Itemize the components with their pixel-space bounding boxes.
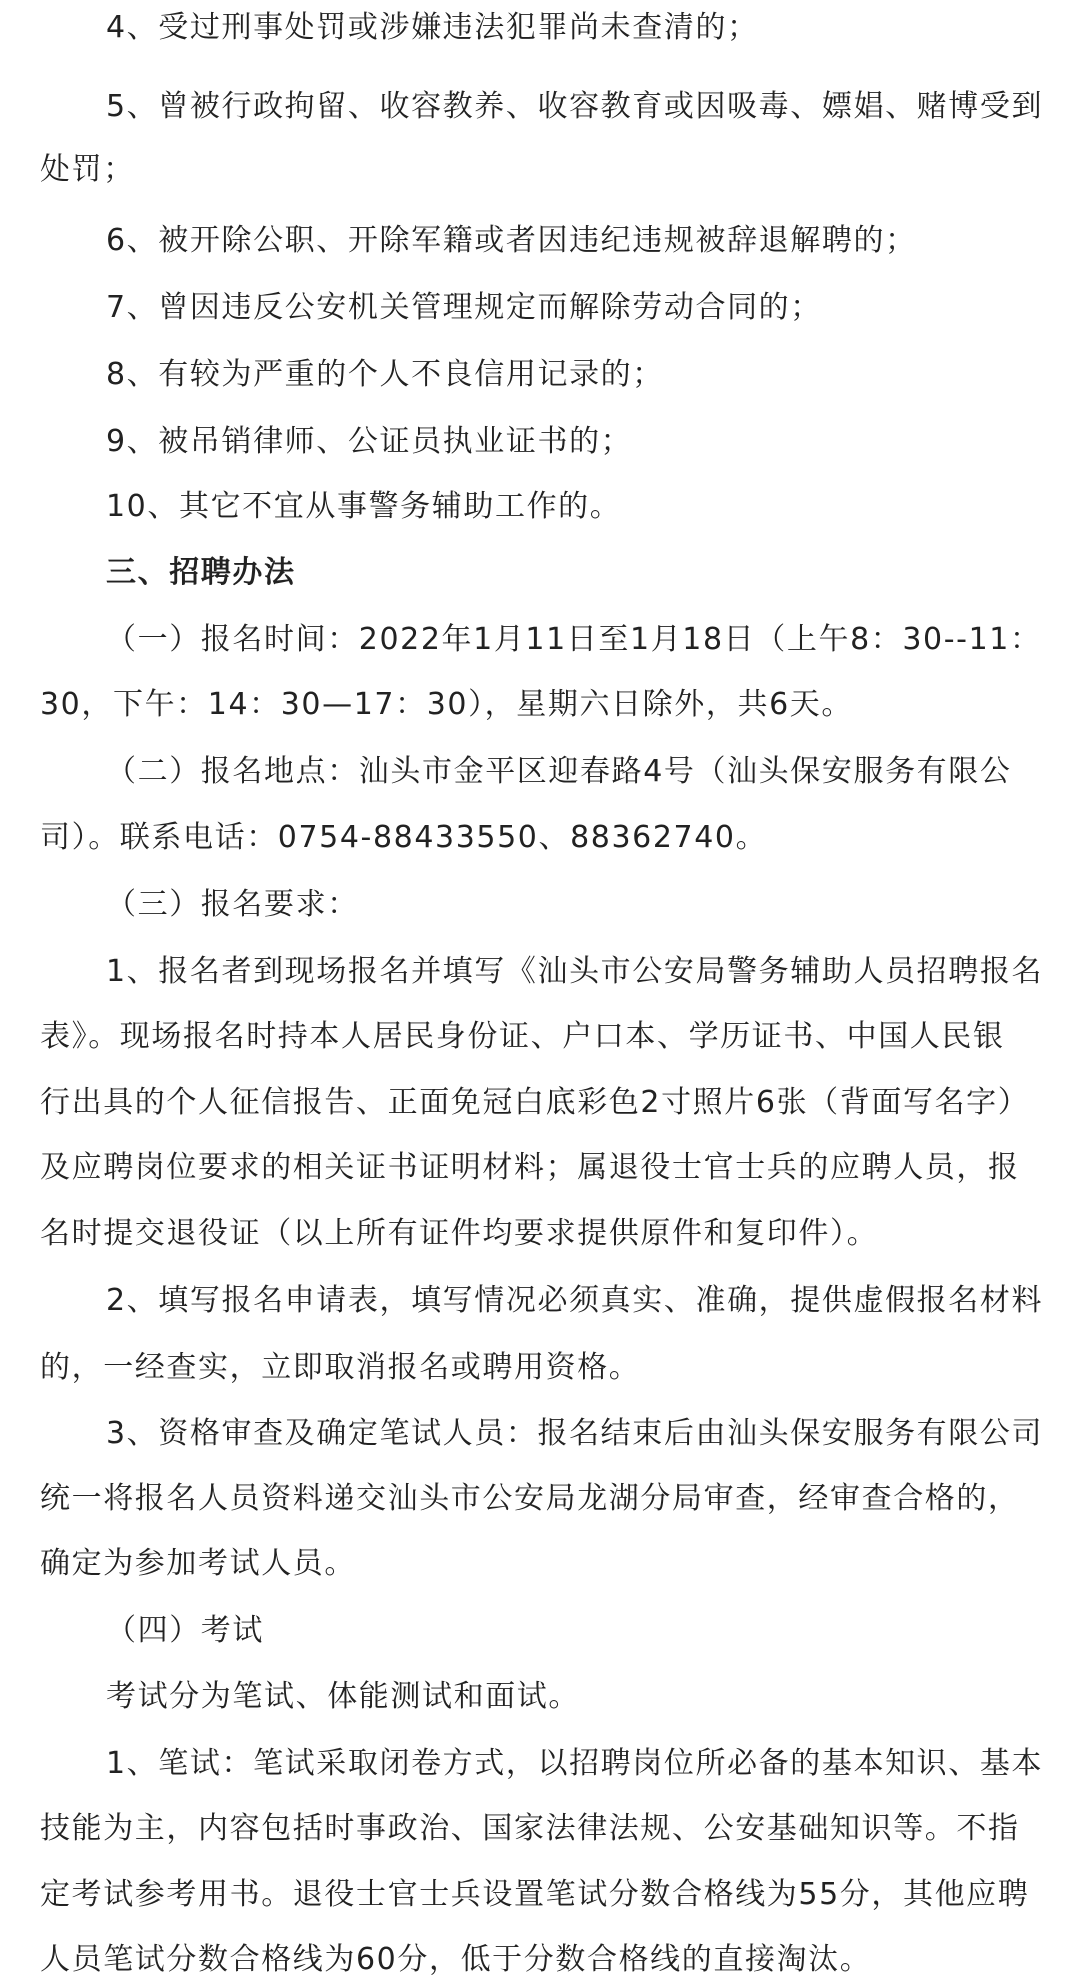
text-line: 技能为主，内容包括时事政治、国家法律法规、公安基础知识等。不指 bbox=[40, 1811, 1020, 1846]
text-line: 9、被吊销律师、公证员执业证书的； bbox=[106, 424, 633, 459]
text-line: 司）。联系电话：0754-88433550、88362740。 bbox=[40, 820, 768, 855]
text-line: 定考试参考用书。退役士官士兵设置笔试分数合格线为55分，其他应聘 bbox=[40, 1877, 1030, 1912]
subsection-heading: （三）报名要求： bbox=[106, 887, 359, 922]
text-line: 名时提交退役证（以上所有证件均要求提供原件和复印件）。 bbox=[40, 1216, 879, 1251]
text-line: 统一将报名人员资料递交汕头市公安局龙湖分局审查，经审查合格的， bbox=[40, 1481, 1020, 1516]
text-line: 6、被开除公职、开除军籍或者因违纪违规被辞退解聘的； bbox=[106, 223, 917, 258]
text-line: 8、有较为严重的个人不良信用记录的； bbox=[106, 357, 664, 392]
text-line: 2、填写报名申请表，填写情况必须真实、准确，提供虚假报名材料 bbox=[106, 1283, 1044, 1318]
section-heading: 三、招聘办法 bbox=[106, 555, 296, 590]
subsection-heading: （四）考试 bbox=[106, 1613, 264, 1648]
text-line: 考试分为笔试、体能测试和面试。 bbox=[106, 1679, 580, 1714]
text-line: 人员笔试分数合格线为60分，低于分数合格线的直接淘汰。 bbox=[40, 1942, 872, 1977]
text-line: 及应聘岗位要求的相关证书证明材料；属退役士官士兵的应聘人员，报 bbox=[40, 1150, 1020, 1185]
text-line: 10、其它不宜从事警务辅助工作的。 bbox=[106, 489, 622, 524]
text-line: （一）报名时间：2022年1月11日至1月18日（上午8：30--11： bbox=[106, 622, 1042, 657]
text-line: 处罚； bbox=[40, 152, 135, 187]
text-line: 的，一经查实，立即取消报名或聘用资格。 bbox=[40, 1350, 641, 1385]
text-line: 1、笔试：笔试采取闭卷方式，以招聘岗位所必备的基本知识、基本 bbox=[106, 1746, 1044, 1781]
text-line: 7、曾因违反公安机关管理规定而解除劳动合同的； bbox=[106, 290, 822, 325]
text-line: 30，下午：14：30—17：30），星期六日除外，共6天。 bbox=[40, 687, 853, 722]
text-line: 行出具的个人征信报告、正面免冠白底彩色2寸照片6张（背面写名字） bbox=[40, 1085, 1030, 1120]
text-line: 4、受过刑事处罚或涉嫌违法犯罪尚未查清的； bbox=[106, 10, 759, 45]
text-line: 表》。现场报名时持本人居民身份证、户口本、学历证书、中国人民银 bbox=[40, 1019, 1005, 1054]
text-line: 5、曾被行政拘留、收容教养、收容教育或因吸毒、嫖娼、赌博受到 bbox=[106, 89, 1044, 124]
text-line: （二）报名地点：汕头市金平区迎春路4号（汕头保安服务有限公 bbox=[106, 754, 1012, 789]
text-line: 3、资格审查及确定笔试人员：报名结束后由汕头保安服务有限公司 bbox=[106, 1416, 1044, 1451]
text-line: 1、报名者到现场报名并填写《汕头市公安局警务辅助人员招聘报名 bbox=[106, 954, 1044, 989]
text-line: 确定为参加考试人员。 bbox=[40, 1546, 356, 1581]
